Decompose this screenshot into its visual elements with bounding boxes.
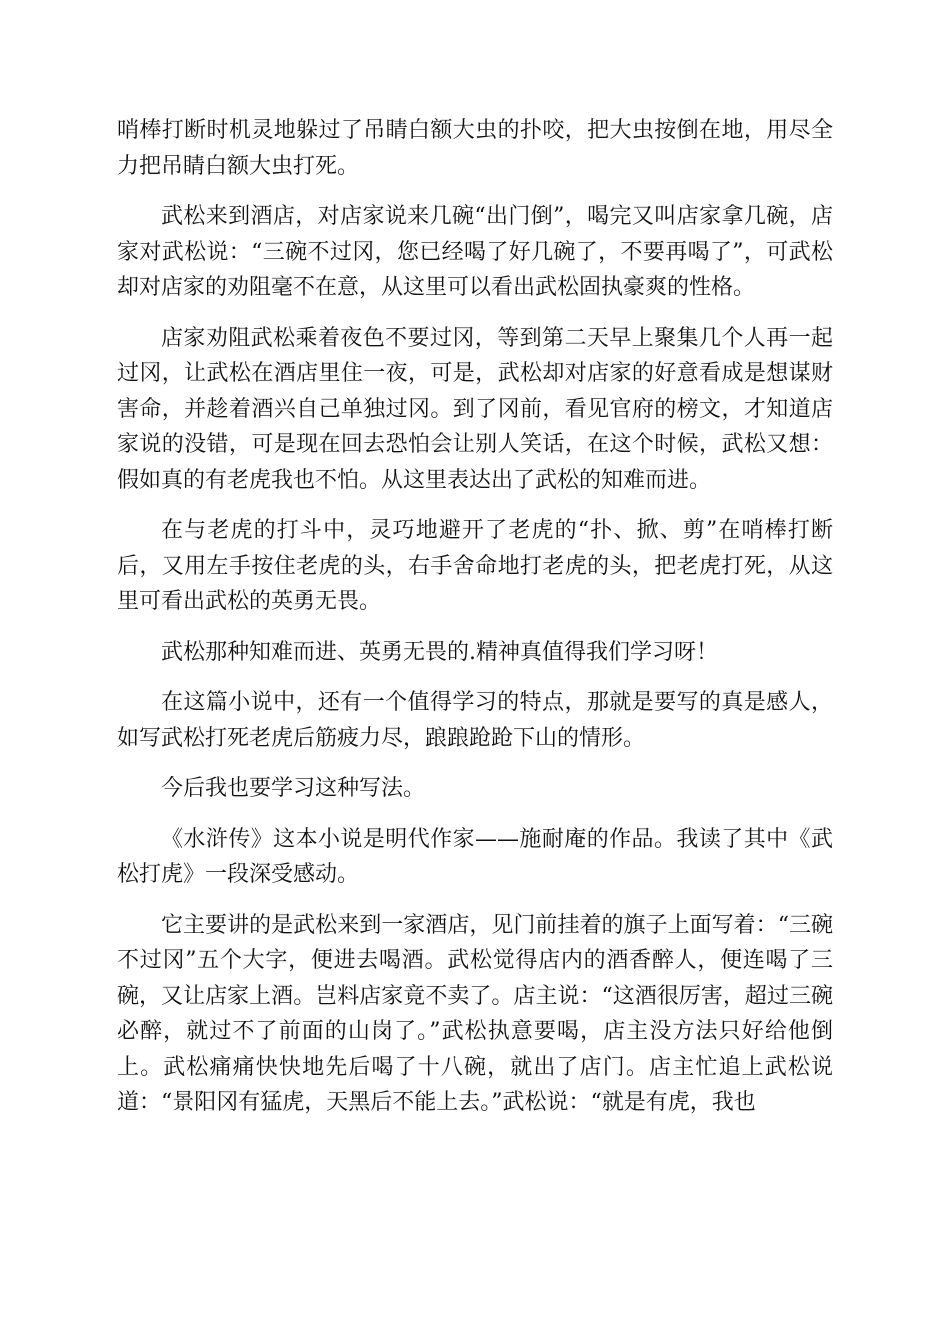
document-body (117, 113, 833, 1136)
paragraph-5: 武松那种知难而进、英勇无畏的.精神真值得我们学习呀！ (161, 639, 718, 665)
paragraph-2: 武松来到酒店，对店家说来几碗“出门倒”，喝完又叫店家拿几碗，店家对武松说：“三碗不过冈，您已经喝了好几碗了，不要再喝了”，可武松却对店家的劝阻毫不在意，从这里可以看出武松固执豪爽的性格。 (117, 204, 833, 300)
paragraph-1: 哨棒打断时机灵地躲过了吊睛白额大虫的扑咬，把大虫按倒在地，用尽全力把吊睛白额大虫打死。 (117, 118, 833, 179)
paragraph-8: 《水浒传》这本小说是明代作家——施耐庵的作品。我读了其中《武松打虎》一段深受感动。 (117, 826, 833, 887)
paragraph-9: 它主要讲的是武松来到一家酒店，见门前挂着的旗子上面写着：“三碗不过冈”五个大字，便进去喝酒。武松觉得店内的酒香醉人，便连喝了三碗，又让店家上酒。岂料店家竟不卖了。店主说：“这酒很厉害，超过三碗必醉，就过不了前面的山岗了。”武松执意要喝，店主没方法只好给他倒上。武松痛痛快快地先后喝了十八碗，就出了店门。店主忙追上武松说道：“景阳冈有猛虎，天黑后不能上去。”武松说：“就是有虎，我也 (117, 912, 833, 1115)
paragraph-3: 店家劝阻武松乘着夜色不要过冈，等到第二天早上聚集几个人再一起过冈，让武松在酒店里住一夜，可是，武松却对店家的好意看成是想谋财害命，并趁着酒兴自己单独过冈。到了冈前，看见官府的榜文，才知道店家说的没错，可是现在回去恐怕会让别人笑话，在这个时候，武松又想：假如真的有老虎我也不怕。从这里表达出了武松的知难而进。 (117, 325, 833, 493)
paragraph-4: 在与老虎的打斗中，灵巧地避开了老虎的“扑、掀、剪”在哨棒打断后，又用左手按住老虎的头，右手舍命地打老虎的头，把老虎打死，从这里可看出武松的英勇无畏。 (117, 518, 833, 614)
paragraph-6: 在这篇小说中，还有一个值得学习的特点，那就是要写的真是感人，如写武松打死老虎后筋疲力尽，踉踉跄跄下山的情形。 (117, 690, 833, 751)
paragraph-7: 今后我也要学习这种写法。 (161, 776, 426, 801)
